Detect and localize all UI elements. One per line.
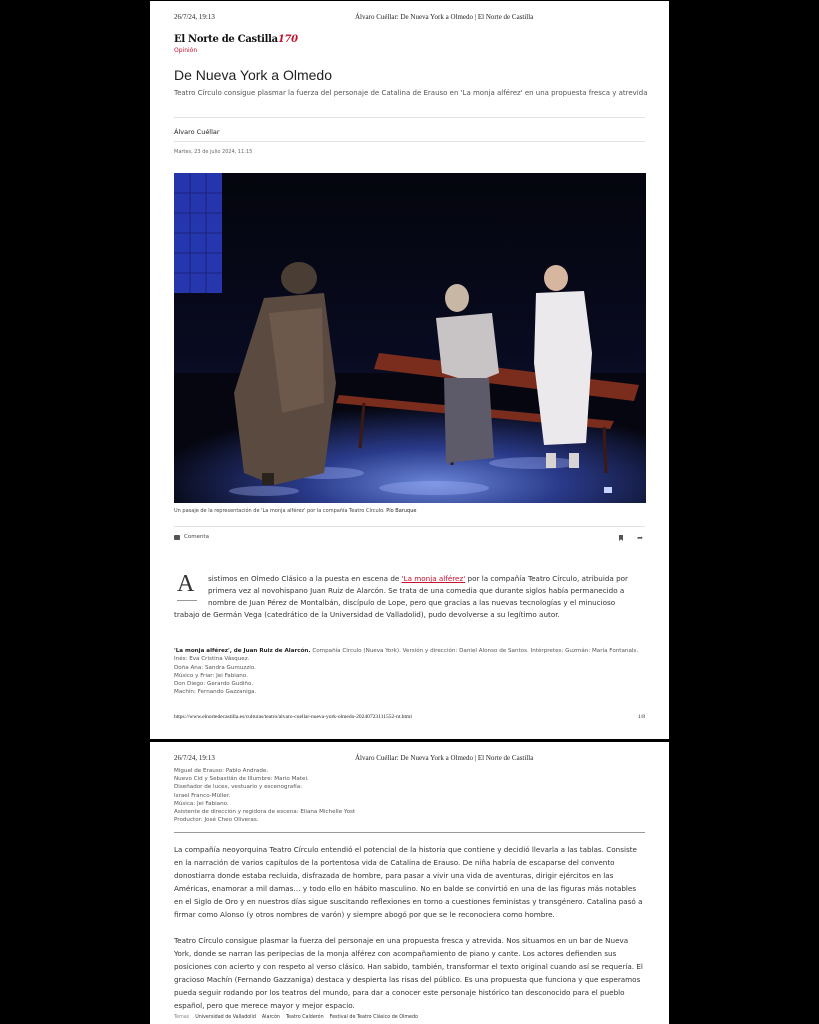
article-toolbar [174, 534, 645, 548]
lead-line-2: primera vez al novohispano Juan Ruiz de Alarcón. Se trata de una comedia que durante siglos había permanecido a [208, 586, 625, 595]
logo-anniversary: 170 [277, 34, 298, 45]
credit-line: Miguel de Erauso: Pablo Andrade. [174, 768, 269, 774]
credit-line: Diseñador de luces, vestuario y escenografía: [174, 784, 303, 791]
divider [174, 832, 645, 833]
stage-photo-illustration [174, 173, 646, 503]
site-logo[interactable] [174, 34, 298, 45]
comment-icon [174, 535, 180, 540]
author-name[interactable]: Álvaro Cuéllar [174, 128, 220, 136]
tag-link[interactable]: Teatro Calderón [285, 1015, 324, 1020]
credit-line: Músico y Friar: Jei Fabiano. [174, 672, 248, 679]
credit-line: Inés: Eva Cristina Vásquez. [174, 656, 250, 663]
lead-text: sistimos en Olmedo Clásico a la puesta en escena de [208, 574, 402, 583]
section-label[interactable]: Opinión [174, 47, 198, 54]
credit-line: Nuevo Cid y Sebastián de Illumbre: Mario Matei. [174, 776, 309, 783]
tag-link[interactable]: Festival de Teatro Clásico de Olmedo [329, 1015, 418, 1020]
article-photo[interactable] [174, 173, 646, 503]
lead-line-3: nombre de Juan Pérez de Montalbán, discípulo de Lope, pero que gracias a las nuevas tecnologías y el minucioso [208, 598, 616, 607]
print-page-1 [150, 1, 669, 739]
share-icon[interactable]: ➦ [637, 534, 643, 542]
article-subheadline: Teatro Círculo consigue plasmar la fuerza del personaje de Catalina de Erauso en 'La monja alférez' en una propuesta fresca y atrevida [174, 89, 648, 97]
photo-credit: Pío Baruque [386, 508, 417, 514]
lead-paragraph [174, 573, 644, 621]
credits-title: 'La monja alférez', de Juan Ruiz de Alarcón. [174, 648, 311, 654]
credit-line: Asistente de dirección y regidora de escena: Eliana Michelle Yost [174, 809, 356, 816]
print-date: 26/7/24, 19:13 [174, 13, 215, 21]
photo-caption [174, 508, 416, 514]
comment-label: Comenta [184, 534, 209, 540]
bookmark-icon[interactable] [619, 535, 623, 541]
print-page-2 [150, 742, 669, 1024]
body-paragraph-2: Teatro Círculo consigue plasmar la fuerza del personaje en una propuesta fresca y atrevida. Nos situamos en un bar de Nueva York, donde se narran las peripecias de la monja alférez con acompañamiento de piano y cante. Los actores defienden sus posiciones con acierto y con respeto al verso clásico. Han sabido, también, transformar el texto original cuando así se requería. El gracioso Machín (Fernando Gazzaniga) destaca y despierta las risas del público. Es una propuesta que funciona y que esperamos pueda seguir rodando por los teatros del mundo, para dar a conocer este personaje histórico tan desconocido para el pueblo español, pero que merece mayor y mejor espacio. [174, 936, 643, 1010]
caption-text: Un pasaje de la representación de 'La monja alférez' por la compañía Teatro Círculo. [174, 508, 385, 514]
print-page-number: 1/8 [637, 714, 645, 720]
credit-line: Israel Franco-Müller. [174, 792, 231, 799]
logo-text: El Norte de Castilla [174, 34, 278, 45]
credits-box [174, 647, 649, 697]
tags-label: Temas [174, 1015, 190, 1020]
comment-button[interactable] [174, 534, 209, 540]
tag-link[interactable]: Universidad de Valladolid [195, 1015, 256, 1020]
print-date: 26/7/24, 19:13 [174, 754, 215, 762]
tags-bar [174, 1015, 418, 1020]
credits-box-continued [174, 767, 355, 824]
credit-line: Productor: José Cheo Oliveras. [174, 817, 259, 824]
print-title: Álvaro Cuéllar: De Nueva York a Olmedo | El Norte de Castilla [355, 13, 534, 21]
credit-line: Don Diego: Gerardo Gudiño. [174, 681, 254, 688]
print-title: Álvaro Cuéllar: De Nueva York a Olmedo | El Norte de Castilla [355, 754, 534, 762]
play-link[interactable]: 'La monja alférez' [401, 574, 466, 583]
print-url: https://www.elnortedecastilla.es/culturas/teatro/alvaro-cuellar-nueva-york-olmedo-20240723111552-nt.html [174, 714, 412, 720]
credit-line: Música: Jei Fabiano. [174, 800, 229, 807]
lead-line-4: trabajo de Germán Vega (catedrático de la Universidad de Valladolid), pudo devolverse a su legítimo autor. [174, 610, 560, 619]
article-headline: De Nueva York a Olmedo [174, 67, 332, 83]
publish-date: Martes, 23 de julio 2024, 11:15 [174, 149, 253, 155]
body-paragraph-1: La compañía neoyorquina Teatro Círculo entendió el potencial de la historia que contiene y decidió llevarla a las tablas. Consiste en la narración de varios capítulos de la portentosa vida de Catalina de Erauso. De niña habría de escaparse del convento donostiarra donde estaba recluida, disfrazada de hombre, para pasar a vivir una vida de aventuras, dirigir ejércitos en las Américas, enamorar a mil damas… y todo ello en hábito masculino. No en balde se convirtió en una de las figuras más notables en el Siglo de Oro y en nuestros días sigue suscitando reflexiones en torno a cuestiones feministas y transgénero. Catalina pasó a firmar como Alonso (y otros nombres de varón) y siempre abogó por que se le reconociera como hombre. [174, 845, 643, 919]
drop-cap: A [177, 571, 195, 597]
credits-intro: Compañía Círculo (Nueva York). Versión y dirección: Daniel Alonso de Santos. Intérpretes: Guzmán: María Fontanals. [312, 648, 639, 654]
tag-link[interactable]: Alarcón [261, 1015, 280, 1020]
credit-line: Machín: Fernando Gazzaniga. [174, 689, 257, 696]
credit-line: Doña Ana: Sandra Gumuzzio. [174, 664, 256, 671]
lead-text: por la compañía Teatro Círculo, atribuida por [465, 574, 628, 583]
divider [174, 526, 645, 527]
divider [174, 141, 645, 142]
divider [174, 117, 645, 118]
lead-line-1 [208, 573, 644, 585]
